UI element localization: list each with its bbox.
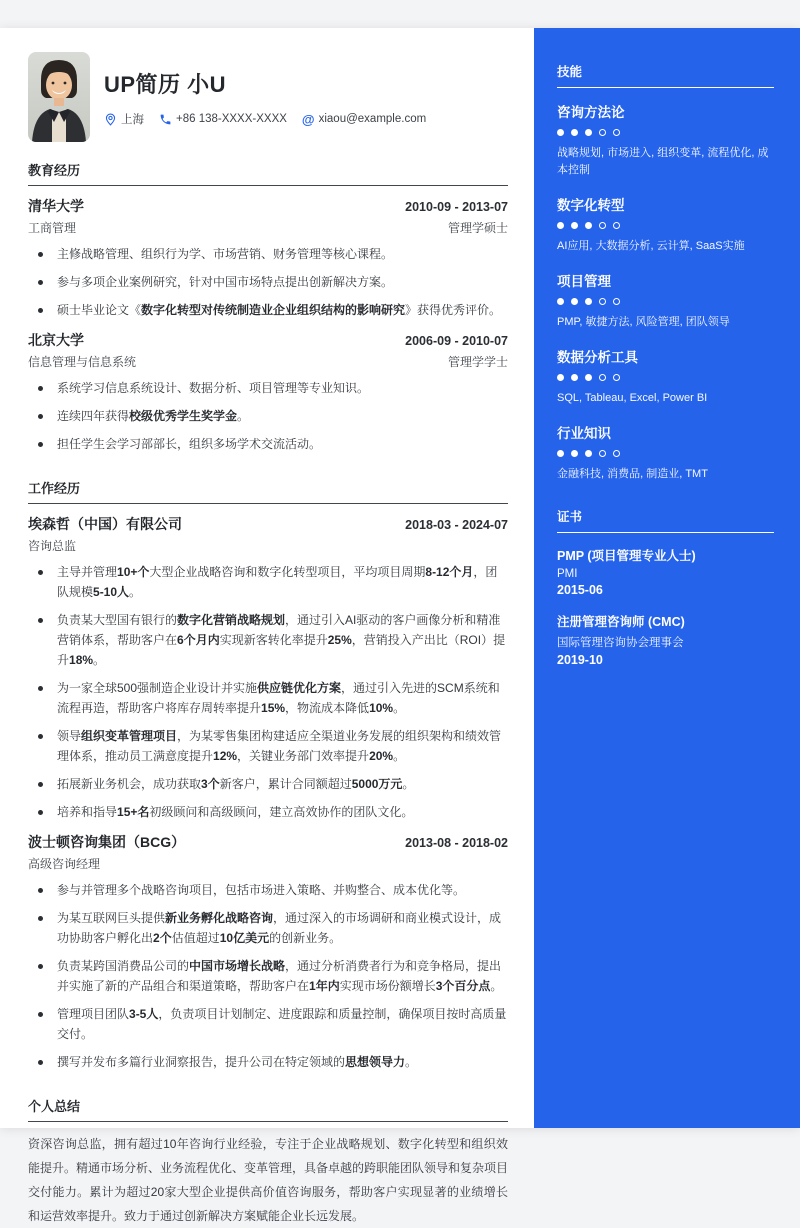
certificates-title: 证书 [557, 507, 774, 533]
contact-location [104, 111, 144, 127]
skill-group [557, 346, 774, 407]
email-text: xiaou@example.com [318, 113, 427, 125]
location-pin-icon [104, 113, 117, 126]
plain-text: 主导并管理 [57, 565, 118, 579]
bullet-item [28, 908, 508, 948]
skill-name: 行业知识 [557, 426, 611, 441]
rating-dot-filled [571, 450, 578, 457]
bold-text: 校级优秀学生奖学金 [129, 409, 238, 423]
bullet-item [28, 678, 508, 718]
bold-text: 数字化营销战略规划 [177, 613, 286, 627]
plain-text: ，物流成本降低 [285, 701, 370, 715]
resume-header [28, 52, 508, 142]
bold-text: 组织变革管理项目 [81, 729, 178, 743]
plain-text: 初级顾问和高级顾问，建立高效协作的团队文化。 [149, 805, 414, 819]
bullet-item [28, 880, 508, 900]
plain-text: 实现市场份额增长 [339, 979, 436, 993]
work-section [28, 478, 508, 1072]
company-name: 埃森哲（中国）有限公司 [28, 516, 182, 532]
plain-text: ，通过引入AI驱动的客户画像分析和精准营销体系，帮助客户在 [57, 613, 501, 647]
plain-text: 》获得优秀评价。 [405, 303, 502, 317]
plain-text: ，通过引入先进的SCM系统和流程再造，帮助客户将库存周转率提升 [57, 681, 500, 715]
bold-text: 思想领导力 [345, 1055, 406, 1069]
bold-text: 供应链优化方案 [257, 681, 342, 695]
main-column [28, 28, 508, 1228]
plain-text: 系统学习信息系统设计、数据分析、项目管理等专业知识。 [57, 381, 370, 395]
plain-text: 为一家全球500强制造企业设计并实施 [57, 681, 258, 695]
rating-dot-empty [599, 222, 606, 229]
education-entry-head [28, 196, 508, 216]
bold-text: 18% [69, 653, 94, 667]
bold-text: 中国市场增长战略 [189, 959, 286, 973]
bullet-list [28, 562, 508, 822]
bold-text: 8-12个月 [425, 565, 474, 579]
major-name: 信息管理与信息系统 [28, 355, 137, 369]
skills-list [557, 101, 774, 483]
rating-dot-filled [585, 129, 592, 136]
bold-text: 5000万元 [351, 777, 403, 791]
rating-dot-empty [599, 129, 606, 136]
education-entry-sub [28, 353, 508, 370]
plain-text: 。 [93, 653, 106, 667]
plain-text: 担任学生会学习部部长，组织多场学术交流活动。 [57, 437, 322, 451]
bold-text: 25% [327, 633, 352, 647]
summary-text: 资深咨询总监，拥有超过10年咨询行业经验，专注于企业战略规划、数字化转型和组织效能提升。精通市场分析、业务流程优化、变革管理，具备卓越的跨职能团队领导和复杂项目交付能力。累计为超过20家大型企业提供高价值咨询服务，帮助客户实现显著的业绩增长和运营效率提升。致力于通过创新解决方案赋能企业长远发展。 [28, 1137, 509, 1223]
rating-dot-filled [557, 374, 564, 381]
skill-name: 数字化转型 [557, 198, 625, 213]
rating-dot-empty [613, 450, 620, 457]
plain-text: 。 [393, 749, 406, 763]
rating-dot-filled [571, 129, 578, 136]
at-sign-icon: @ [301, 111, 315, 127]
plain-text: ，营销投入产出比（ROI）提升 [57, 633, 506, 667]
phone-text: +86 138-XXXX-XXXX [176, 113, 287, 125]
bold-text: 10亿美元 [219, 931, 270, 945]
certificates-block [557, 507, 774, 667]
bullet-item [28, 562, 508, 602]
certificate-org: PMI [557, 568, 578, 580]
bold-text: 3个 [201, 777, 220, 791]
degree-name: 管理学硕士 [447, 221, 508, 235]
plain-text: 管理项目团队 [57, 1007, 130, 1021]
rating-dot-filled [585, 298, 592, 305]
certificate-date: 2019-10 [557, 653, 603, 667]
skill-rating [557, 374, 774, 381]
bold-text: 6个月内 [177, 633, 220, 647]
bullet-item [28, 300, 508, 320]
bold-text: 数字化转型对传统制造业企业组织结构的影响研究 [141, 303, 406, 317]
plain-text: 。 [490, 979, 503, 993]
skill-rating [557, 222, 774, 229]
skill-group [557, 101, 774, 179]
rating-dot-filled [571, 298, 578, 305]
skill-rating [557, 298, 774, 305]
education-entry [28, 196, 508, 320]
bold-text: 10+个 [117, 565, 150, 579]
plain-text: 为某互联网巨头提供 [57, 911, 166, 925]
date-range: 2013-08 - 2018-02 [405, 836, 508, 850]
rating-dot-filled [571, 374, 578, 381]
plain-text: ，通过分析消费者行为和竞争格局，提出并实施了新的产品组合和渠道策略，帮助客户在 [57, 959, 502, 993]
bullet-item [28, 956, 508, 996]
plain-text: 。 [405, 1055, 418, 1069]
plain-text: 硕士毕业论文《 [57, 303, 142, 317]
phone-icon [159, 113, 172, 126]
bold-text: 10% [369, 701, 394, 715]
plain-text: 。 [402, 777, 415, 791]
rating-dot-empty [613, 374, 620, 381]
resume-page [0, 28, 800, 1223]
school-name: 清华大学 [28, 198, 84, 214]
bullet-item [28, 434, 508, 454]
sidebar [534, 28, 800, 1128]
rating-dot-empty [613, 129, 620, 136]
rating-dot-empty [599, 374, 606, 381]
rating-dot-filled [557, 222, 564, 229]
skill-name: 数据分析工具 [557, 350, 638, 365]
bullet-item [28, 244, 508, 264]
skill-group [557, 194, 774, 255]
date-range: 2010-09 - 2013-07 [405, 200, 508, 214]
bullet-list [28, 880, 508, 1072]
work-section-title: 工作经历 [28, 478, 508, 504]
rating-dot-filled [571, 222, 578, 229]
skill-tags: AI应用, 大数据分析, 云计算, SaaS实施 [557, 240, 745, 252]
certificate-date: 2015-06 [557, 583, 603, 597]
job-title: 咨询总监 [28, 539, 77, 553]
bullet-item [28, 1052, 508, 1072]
rating-dot-filled [557, 450, 564, 457]
work-list [28, 514, 508, 1072]
bullet-item [28, 802, 508, 822]
skill-tags: 战略规划, 市场进入, 组织变革, 流程优化, 成本控制 [557, 147, 769, 176]
work-entry-head [28, 832, 508, 852]
bullet-item [28, 272, 508, 292]
plain-text: 的创新业务。 [269, 931, 342, 945]
contact-row [104, 111, 434, 127]
bullet-list [28, 244, 508, 320]
company-name: 波士顿咨询集团（BCG） [28, 834, 186, 850]
plain-text: 撰写并发布多篇行业洞察报告，提升公司在特定领域的 [57, 1055, 346, 1069]
bold-text: 15% [261, 701, 286, 715]
plain-text: 。 [129, 585, 142, 599]
plain-text: 实现新客转化率提升 [219, 633, 328, 647]
rating-dot-filled [585, 374, 592, 381]
certificate-name: 注册管理咨询师 (CMC) [557, 615, 685, 629]
education-entry [28, 330, 508, 454]
location-text: 上海 [121, 114, 144, 126]
plain-text: ，关键业务部门效率提升 [237, 749, 370, 763]
contact-email [302, 113, 426, 126]
header-text [104, 52, 434, 142]
plain-text: 参与并管理多个战略咨询项目，包括市场进入策略、并购整合、成本优化等。 [57, 883, 466, 897]
plain-text: 负责某大型国有银行的 [57, 613, 178, 627]
bold-text: 新业务孵化战略咨询 [165, 911, 274, 925]
plain-text: ，负责项目计划制定、进度跟踪和质量控制，确保项目按时高质量交付。 [57, 1007, 507, 1041]
plain-text: ，通过深入的市场调研和商业模式设计，成功协助客户孵化出 [57, 911, 502, 945]
skill-rating [557, 450, 774, 457]
bold-text: 1年内 [309, 979, 340, 993]
education-entry-head [28, 330, 508, 350]
bold-text: 20% [369, 749, 394, 763]
rating-dot-empty [613, 298, 620, 305]
bold-text: 5-10人 [93, 585, 130, 599]
plain-text: 新客户，累计合同额超过 [219, 777, 352, 791]
job-title: 高级咨询经理 [28, 857, 101, 871]
plain-text: 参与多项企业案例研究，针对中国市场特点提出创新解决方案。 [57, 275, 394, 289]
bold-text: 3-5人 [129, 1007, 159, 1021]
plain-text: 领导 [57, 729, 82, 743]
skill-name: 咨询方法论 [557, 105, 625, 120]
rating-dot-filled [557, 129, 564, 136]
bullet-item [28, 774, 508, 794]
skill-name: 项目管理 [557, 274, 611, 289]
bullet-item [28, 610, 508, 670]
bold-text: 2个 [153, 931, 172, 945]
plain-text: 负责某跨国消费品公司的 [57, 959, 190, 973]
rating-dot-empty [613, 222, 620, 229]
plain-text: 主修战略管理、组织行为学、市场营销、财务管理等核心课程。 [57, 247, 394, 261]
plain-text: 。 [393, 701, 406, 715]
work-entry [28, 514, 508, 822]
bold-text: 3个百分点 [435, 979, 491, 993]
plain-text: 培养和指导 [57, 805, 118, 819]
plain-text: 。 [237, 409, 250, 423]
work-entry-head [28, 514, 508, 534]
education-section-title: 教育经历 [28, 160, 508, 186]
skills-block [557, 62, 774, 483]
school-name: 北京大学 [28, 332, 84, 348]
plain-text: 大型企业战略咨询和数字化转型项目，平均项目周期 [149, 565, 426, 579]
bold-text: 15+名 [117, 805, 150, 819]
skill-tags: PMP, 敏捷方法, 风险管理, 团队领导 [557, 316, 730, 328]
certificates-list [557, 546, 774, 667]
rating-dot-filled [557, 298, 564, 305]
profile-photo-illustration [28, 52, 90, 142]
date-range: 2006-09 - 2010-07 [405, 334, 508, 348]
skill-tags: 金融科技, 消费品, 制造业, TMT [557, 468, 708, 480]
education-section [28, 160, 508, 454]
plain-text: 连续四年获得 [57, 409, 130, 423]
person-name: UP简历 小U [104, 72, 227, 97]
skill-group [557, 270, 774, 331]
education-entry-sub [28, 219, 508, 236]
major-name: 工商管理 [28, 221, 77, 235]
certificate-item [557, 546, 774, 597]
work-entry-sub [28, 855, 508, 872]
work-entry [28, 832, 508, 1072]
plain-text: ，为某零售集团构建适应全渠道业务发展的组织架构和绩效管理体系，推动员工满意度提升 [57, 729, 502, 763]
bullet-item [28, 1004, 508, 1044]
rating-dot-filled [585, 222, 592, 229]
date-range: 2018-03 - 2024-07 [405, 518, 508, 532]
plain-text: 估值超过 [171, 931, 220, 945]
skill-rating [557, 129, 774, 136]
profile-photo [28, 52, 90, 142]
rating-dot-empty [599, 450, 606, 457]
certificate-name: PMP (项目管理专业人士) [557, 549, 696, 563]
degree-name: 管理学学士 [447, 355, 508, 369]
work-entry-sub [28, 537, 508, 554]
skill-tags: SQL, Tableau, Excel, Power BI [557, 392, 708, 404]
summary-section-title: 个人总结 [28, 1096, 508, 1122]
skill-group [557, 422, 774, 483]
bullet-item [28, 378, 508, 398]
education-list [28, 196, 508, 454]
contact-phone [159, 113, 287, 126]
bold-text: 12% [213, 749, 238, 763]
certificate-item [557, 612, 774, 667]
plain-text: ，团队规模 [57, 565, 498, 599]
bullet-item [28, 726, 508, 766]
plain-text: 拓展新业务机会，成功获取 [57, 777, 202, 791]
summary-section [28, 1096, 508, 1228]
rating-dot-empty [599, 298, 606, 305]
skills-title: 技能 [557, 62, 774, 88]
bullet-item [28, 406, 508, 426]
rating-dot-filled [585, 450, 592, 457]
certificate-org: 国际管理咨询协会理事会 [557, 637, 684, 649]
bullet-list [28, 378, 508, 454]
